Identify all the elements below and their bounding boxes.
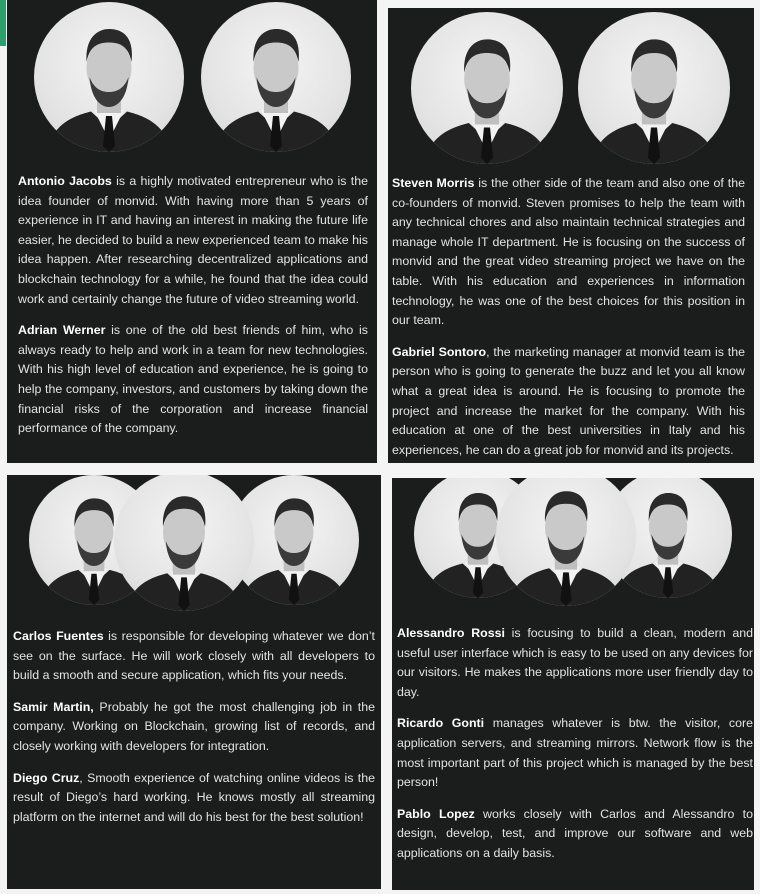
person-photo-icon	[411, 12, 563, 164]
avatar-ricardo-gonti	[496, 478, 636, 606]
member-name: Gabriel Sontoro	[392, 344, 487, 359]
member-bio	[397, 624, 753, 702]
accent-strip	[0, 0, 6, 46]
member-name: Antonio Jacobs	[18, 174, 112, 188]
member-description: Probably he got the most challenging job in the company. Working on Blockchain, growing list of records, and closely working with developers for integration.	[13, 699, 375, 753]
bio-text-block	[13, 627, 375, 839]
member-name: Pablo Lopez	[397, 806, 475, 821]
member-name: Adrian Werner	[18, 323, 106, 338]
avatar-gabriel-sontoro	[578, 12, 730, 164]
member-description: , the marketing manager at monvid team is the person who is going to generate the buzz and let you all know what a great idea is around. He is focusing to promote the project and increase the market for the company. With his education at one of the best universities in Italy and his experiences, he can do a great job for monvid and its projects.	[392, 344, 745, 457]
avatar-steven-morris	[411, 12, 563, 164]
member-bio	[392, 343, 745, 461]
avatar-antonio-jacobs	[34, 2, 184, 152]
person-photo-icon	[114, 475, 254, 611]
member-bio	[397, 714, 753, 792]
member-name: Samir Martin,	[13, 699, 94, 714]
member-bio	[392, 174, 745, 331]
member-bio	[18, 321, 368, 439]
member-description: is focusing to build a clean, modern and useful user interface which is easy to be used on any devices for our visitors. He makes the applications more user friendly day to day.	[397, 626, 753, 699]
member-bio	[397, 805, 753, 864]
person-photo-icon	[34, 2, 184, 152]
member-bio	[13, 627, 375, 686]
member-description: is responsible for developing whatever we don’t see on the surface. He will work closely with all developers to build a smooth and secure application, which fits your needs.	[13, 629, 375, 683]
member-description: , Smooth experience of watching online videos is the result of Diego’s hard working. He knows mostly all streaming platform on the internet and will do his best for the best solution!	[13, 770, 375, 824]
bio-text-block	[392, 174, 745, 463]
member-name: Diego Cruz	[13, 770, 80, 785]
avatar-adrian-werner	[201, 2, 351, 152]
member-bio	[13, 769, 375, 828]
member-description: manages whatever is btw. the visitor, core application servers, and streaming mirrors. Network flow is the most important part of this project which is managed by the best person!	[397, 716, 754, 790]
member-name: Ricardo Gonti	[397, 716, 485, 731]
member-description: is one of the old best friends of him, who is always ready to help and work in a team for new technologies. With his high level of education and experience, he is going to help the company, investors, and customers by taking down the financial risks of the corporation and increase financial performance of the company.	[18, 323, 368, 436]
member-description: is the other side of the team and also one of the co-founders of monvid. Steven promises to help the team with any technical chores and also maintain technical strategies and manage whole IT department. He is focusing on the success of monvid and the great video streaming project we have on the table. With his education and experiences in information technology, he was one of the best choices for this position in our team.	[392, 176, 745, 328]
member-bio	[18, 172, 368, 309]
person-photo-icon	[578, 12, 730, 164]
member-bio	[13, 698, 375, 757]
member-name: Alessandro Rossi	[397, 626, 505, 640]
person-photo-icon	[496, 478, 636, 606]
bio-text-block	[397, 624, 753, 876]
bio-text-block	[18, 172, 368, 451]
team-panel-bottom-left	[7, 475, 381, 889]
team-panel-top-right	[388, 8, 754, 463]
member-description: works closely with Carlos and Alessandro to design, develop, test, and improve our software and web applications on a daily basis.	[397, 806, 753, 860]
member-description: is a highly motivated entrepreneur who is the idea founder of monvid. With having more than 5 years of experience in IT and having an interest in making the future life easier, he decided to build a new experienced team to make his idea happen. After researching decentralized applications and blockchain technology for a while, he found that the idea could work and certainly change the future of video streaming world.	[18, 174, 368, 306]
member-name: Carlos Fuentes	[13, 629, 104, 643]
avatar-diego-cruz	[114, 475, 254, 611]
member-name: Steven Morris	[392, 176, 475, 190]
person-photo-icon	[201, 2, 351, 152]
team-panel-bottom-right	[392, 478, 754, 890]
team-panel-top-left	[7, 0, 377, 463]
